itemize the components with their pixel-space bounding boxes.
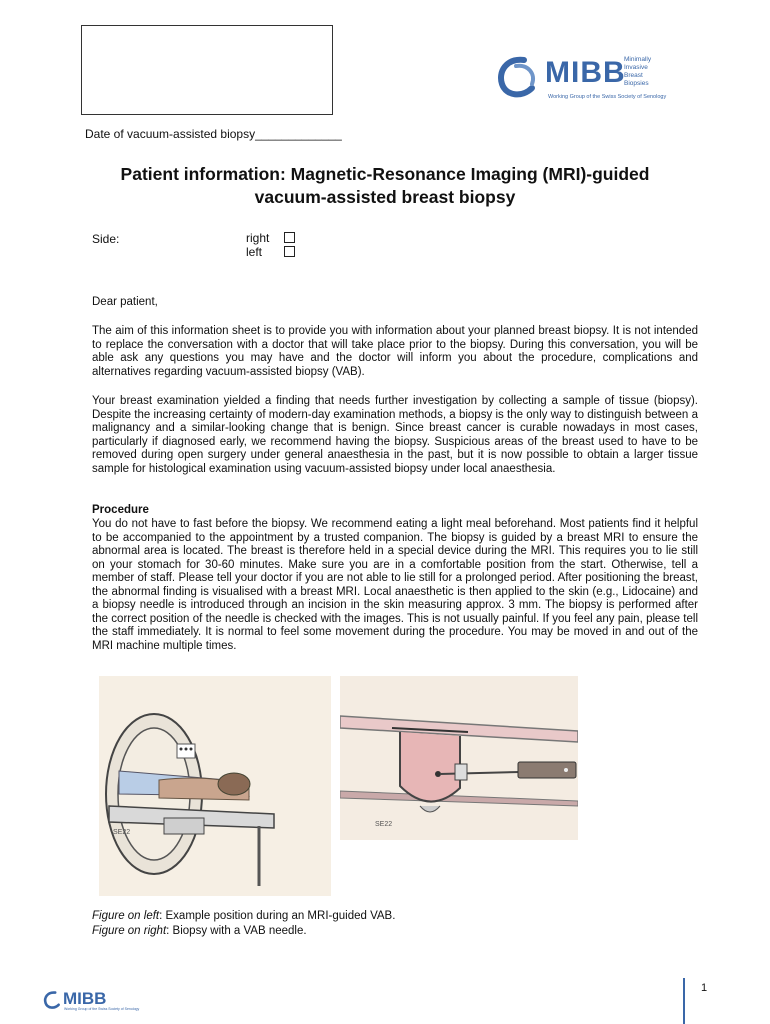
vab-needle-illustration [340, 676, 578, 840]
mibb-logo-icon [494, 54, 544, 100]
right-figure-signature: SE22 [375, 821, 393, 828]
procedure-paragraph: You do not have to fast before the biopsy. We recommend eating a light meal beforehand. Most patients find it helpful to be accompanied to the appointment by a trusted companion. The biopsy is guided by a breast MRI to ensure the abnormal area is located. The breast is therefore held in a special device during the MRI. This requires you to lie still on your stomach for 30-60 minutes. Make sure you are in a comfortable position from the start. Otherwise, tell a member of staff. Please tell your doctor if you are not able to lie still for a prolonged period. After positioning the breast, the abnormal finding is visualised with a breast MRI. Local anaesthetic is then applied to the skin (e.g., Lidocaine) and a biopsy needle is introduced through an incision in the skin measuring approx. 3 mm. The biopsy is performed after the correct position of the needle is checked with the images. This is not usually painful. If you feel any pain, please tell the staff immediately. It is normal to feel some movement during the procedure. You may be moved in and out of the MRI machine multiple times. [92, 518, 698, 652]
page-title: Patient information: Magnetic-Resonance Imaging (MRI)-guided vacuum-assisted breast biopsy [120, 164, 650, 207]
left-figure-signature: SE22 [113, 829, 131, 836]
side-option-right: right [246, 231, 270, 245]
procedure-heading: Procedure [92, 504, 149, 516]
footer-tagline: Working Group of the Swiss Society of Senology [64, 1007, 140, 1011]
footer-logo-text: MIBB [63, 989, 107, 1008]
side-option-left: left [246, 245, 263, 259]
logo-text: MIBB [545, 56, 626, 89]
right-checkbox[interactable] [284, 232, 295, 243]
stamp-box [81, 25, 333, 115]
caption-right: Figure on right: Biopsy with a VAB needle. [92, 925, 307, 937]
date-field[interactable]: Date of vacuum-assisted biopsy_____________ [85, 127, 342, 141]
caption-left: Figure on left: Example position during an MRI-guided VAB. [92, 910, 396, 922]
intro-paragraph: The aim of this information sheet is to provide you with information about your planned breast biopsy. It is not intended to replace the conversation with a doctor that will take place prior to the biopsy. During this conversation, you will be able ask any questions you may have and the doctor will inform you about the procedure, complications and alternatives regarding vacuum-assisted biopsy (VAB). [92, 325, 698, 378]
page-number: 1 [701, 982, 708, 994]
footer-logo-icon [42, 990, 64, 1010]
logo-side-text: Minimally Invasive Breast Biopsies [624, 56, 652, 87]
mri-position-illustration [99, 676, 331, 896]
page-number-bar [683, 978, 685, 1024]
left-checkbox[interactable] [284, 246, 295, 257]
examination-paragraph: Your breast examination yielded a finding that needs further investigation by collecting a sample of tissue (biopsy). Despite the increasing certainty of modern-day examination methods, a biopsy is the only way to distinguish between a malignancy and a similar-looking change that is benign. Since breast cancer is curable nowadays in most cases, particularly if diagnosed early, we recommend having the biopsy. Suspicious areas of the breast used to have to be removed during open surgery under general anaesthesia in the past, but it is now possible to obtain a larger tissue sample for histological examination using vacuum-assisted biopsy under local anaesthesia. [92, 395, 698, 475]
logo-tagline: Working Group of the Swiss Society of Senology [548, 94, 667, 100]
side-label: Side: [92, 232, 120, 246]
greeting: Dear patient, [92, 296, 158, 308]
